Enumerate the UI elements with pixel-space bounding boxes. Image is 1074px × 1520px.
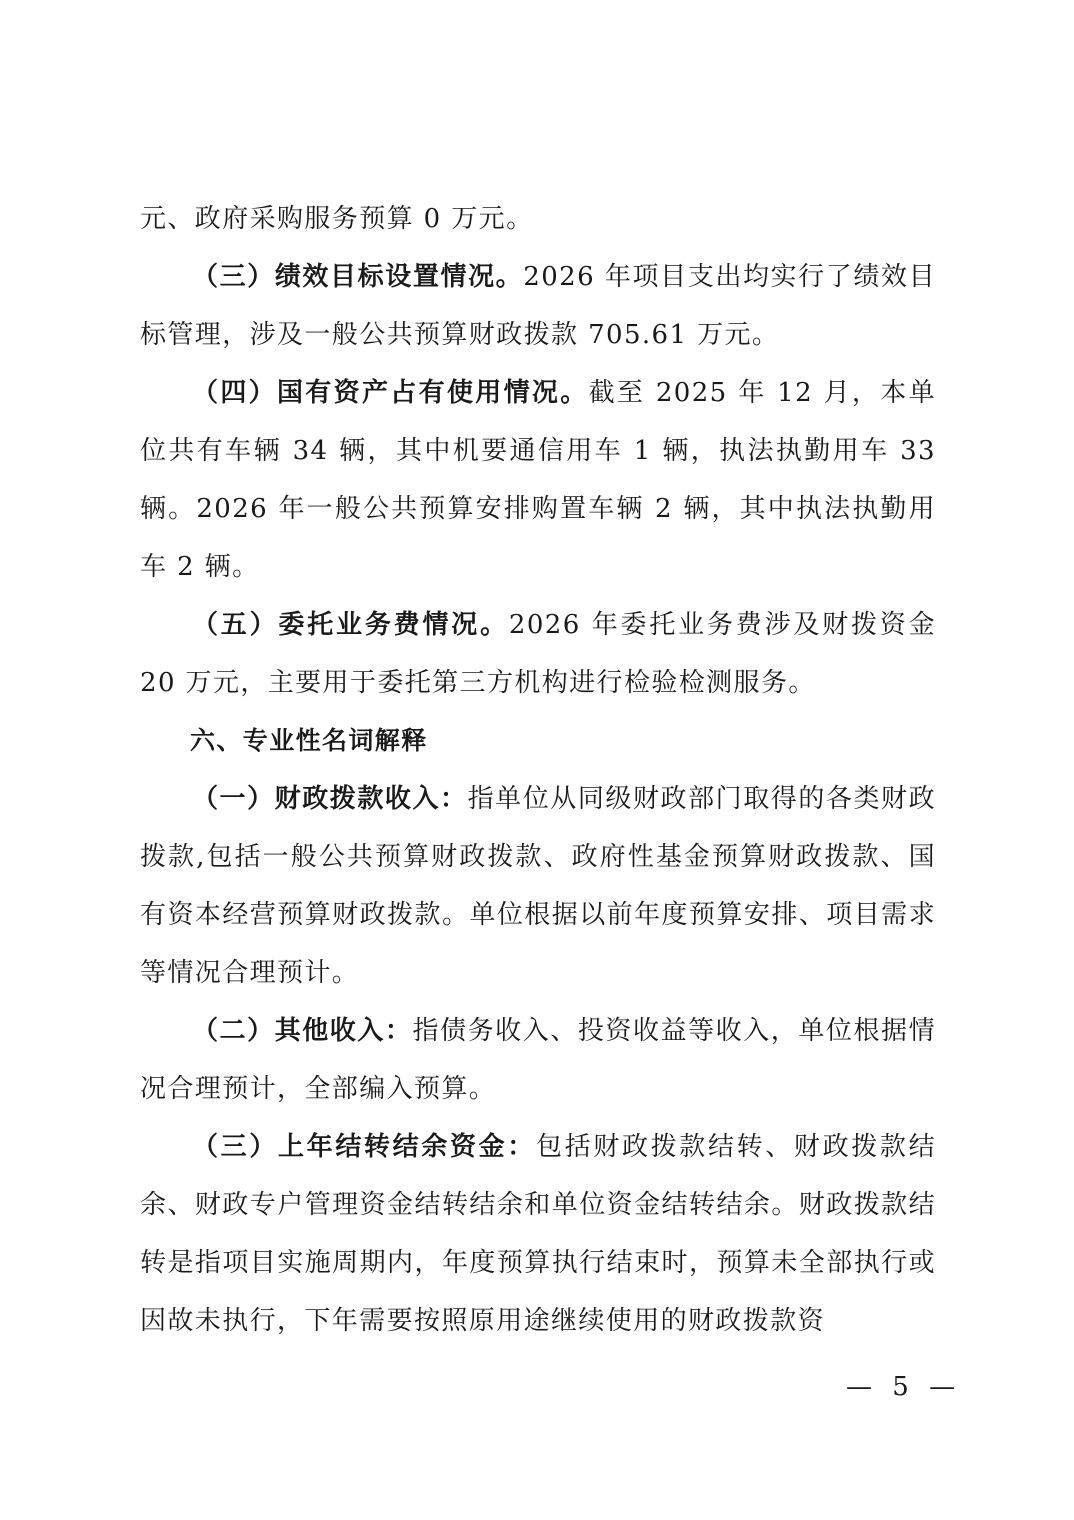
paragraph-performance-targets	[140, 248, 936, 364]
definition-term: （一）财政拨款收入：	[192, 784, 468, 814]
paragraph-term: （四）国有资产占有使用情况。	[192, 378, 589, 408]
definition-text: 包括财政拨款结转、财政拨款结余、财政专户管理资金结转结余和单位资金结转结余。财政拨款结转是指项目实施周期内，年度预算执行结束时，预算未全部执行或因故未执行，下年需要按照原用途继续使用的财政拨款资	[140, 1132, 936, 1336]
definition-text: 指单位从同级财政部门取得的各类财政拨款,包括一般公共预算财政拨款、政府性基金预算财政拨款、国有资本经营预算财政拨款。单位根据以前年度预算安排、项目需求等情况合理预计。	[140, 784, 936, 988]
section-heading: 六、专业性名词解释	[190, 726, 428, 755]
paragraph-text: 2026 年项目支出均实行了绩效目标管理，涉及一般公共预算财政拨款 705.61 万元。	[140, 262, 936, 350]
definition-other-income	[140, 1002, 936, 1118]
paragraph-continuation	[140, 190, 936, 248]
definition-carryover-funds	[140, 1118, 936, 1350]
page-number: — 5 —	[846, 1372, 962, 1402]
paragraph-text: 元、政府采购服务预算 0 万元。	[140, 204, 534, 234]
definition-term: （二）其他收入：	[192, 1016, 413, 1046]
paragraph-commissioned-fees	[140, 596, 936, 712]
paragraph-text: 截至 2025 年 12 月，本单位共有车辆 34 辆，其中机要通信用车 1 辆，执法执勤用车 33 辆。2026 年一般公共预算安排购置车辆 2 辆，其中执法执勤用车 2 辆。	[140, 378, 936, 582]
definition-fiscal-income	[140, 770, 936, 1002]
definition-text: 指债务收入、投资收益等收入，单位根据情况合理预计，全部编入预算。	[140, 1016, 936, 1104]
paragraph-text: 2026 年委托业务费涉及财拨资金 20 万元，主要用于委托第三方机构进行检验检测服务。	[140, 610, 937, 698]
paragraph-state-assets	[140, 364, 936, 596]
paragraph-term: （三）绩效目标设置情况。	[192, 262, 524, 292]
paragraph-term: （五）委托业务费情况。	[192, 610, 509, 640]
definition-term: （三）上年结转结余资金：	[192, 1132, 536, 1162]
body-text	[140, 190, 936, 1350]
